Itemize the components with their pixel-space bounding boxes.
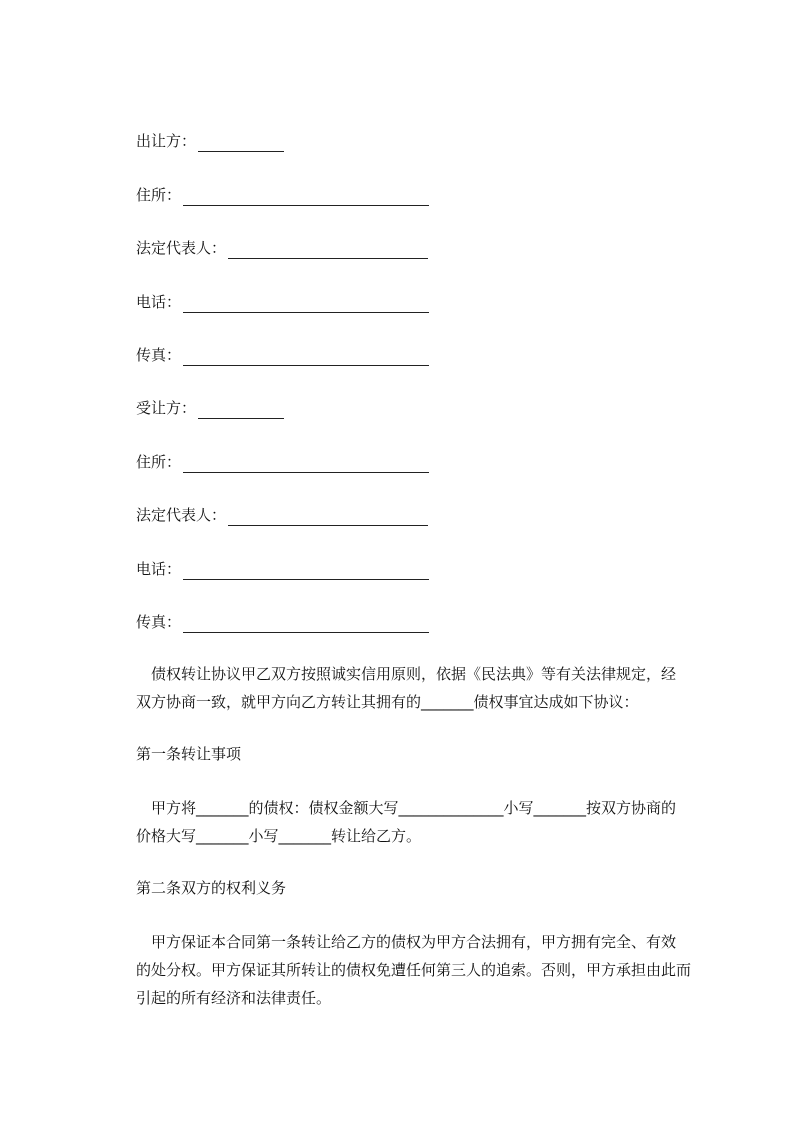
article-1-title: 第一条转让事项: [136, 745, 242, 763]
transferee-name-field: [136, 397, 284, 419]
transferor-address-label: 住所：: [136, 186, 182, 204]
article-2-line-3: 引起的所有经济和法律责任。: [136, 989, 332, 1007]
article-2-line-2: 的处分权。甲方保证其所转让的债权免遭任何第三人的追索。否则，甲方承担由此而: [136, 961, 692, 979]
transferee-address-blank[interactable]: [183, 454, 429, 473]
transferee-phone-field: [136, 558, 429, 580]
transferee-phone-label: 电话：: [136, 560, 182, 578]
transferee-fax-label: 传真：: [136, 613, 182, 631]
article-2-title: 第二条双方的权利义务: [136, 879, 287, 897]
transferor-address-blank[interactable]: [183, 187, 429, 206]
transferee-name-label: 受让方：: [136, 399, 197, 417]
article-1-paragraph: [136, 794, 702, 850]
transferor-fax-label: 传真：: [136, 346, 182, 364]
transferee-name-blank[interactable]: [198, 400, 284, 419]
transferor-phone-field: [136, 291, 429, 313]
article-2-paragraph: [136, 928, 702, 1012]
transferor-address-field: [136, 184, 429, 206]
preamble-paragraph: [136, 660, 702, 716]
transferor-fax-field: [136, 344, 429, 366]
transferee-fax-blank[interactable]: [183, 614, 429, 633]
article-2-line-1: 甲方保证本合同第一条转让给乙方的债权为甲方合法拥有，甲方拥有完全、有效: [136, 933, 677, 951]
transferee-rep-field: [136, 504, 428, 526]
transferor-phone-label: 电话：: [136, 293, 182, 311]
transferor-phone-blank[interactable]: [183, 294, 429, 313]
transferee-rep-label: 法定代表人：: [136, 506, 227, 524]
article-1-line-1: 甲方将_______的债权：债权金额大写______________小写_______按双方协商的: [136, 799, 677, 817]
preamble-line-2: 双方协商一致，就甲方向乙方转让其拥有的_______债权事宜达成如下协议：: [136, 693, 639, 711]
transferee-address-field: [136, 451, 429, 473]
transferor-rep-label: 法定代表人：: [136, 239, 227, 257]
transferee-phone-blank[interactable]: [183, 561, 429, 580]
transferor-rep-field: [136, 237, 428, 259]
transferor-name-label: 出让方：: [136, 132, 197, 150]
transferor-name-blank[interactable]: [198, 133, 284, 152]
transferee-address-label: 住所：: [136, 453, 182, 471]
transferee-rep-blank[interactable]: [228, 507, 428, 526]
transferee-fax-field: [136, 611, 429, 633]
article-1-line-2: 价格大写_______小写_______转让给乙方。: [136, 827, 422, 845]
transferor-fax-blank[interactable]: [183, 347, 429, 366]
preamble-line-1: 债权转让协议甲乙双方按照诚实信用原则，依据《民法典》等有关法律规定，经: [136, 665, 677, 683]
transferor-name-field: [136, 130, 284, 152]
transferor-rep-blank[interactable]: [228, 240, 428, 259]
